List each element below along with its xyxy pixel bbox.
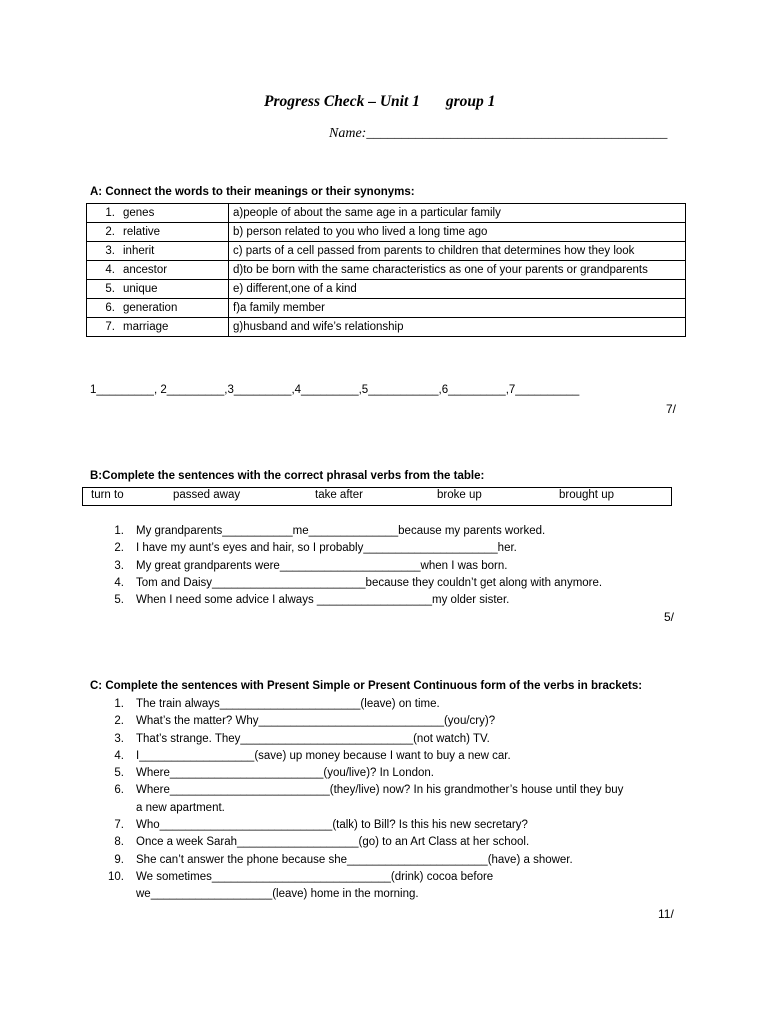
group-label: group 1	[445, 93, 496, 110]
matching-table	[86, 203, 686, 337]
table-row	[87, 261, 686, 280]
list-item: 4. I__________________(save) up money because I want to buy a new car.	[114, 749, 511, 762]
meaning-cell: f)a family member	[229, 299, 686, 318]
phrasal-verb: brought up	[559, 489, 614, 501]
section-c-list	[108, 696, 623, 904]
list-item: 3. That’s strange. They___________________________(not watch) TV.	[114, 732, 490, 745]
table-row	[87, 318, 686, 337]
name-field[interactable]: Name:___________________________________________	[329, 126, 668, 141]
list-item: 1. The train always______________________(leave) on time.	[114, 698, 440, 710]
score-a: 7/	[666, 402, 677, 416]
list-item: 8. Once a week Sarah___________________(go) to an Art Class at her school.	[114, 836, 530, 849]
meaning-cell: d)to be born with the same characteristics as one of your parents or grandparents	[229, 261, 686, 280]
word-cell: 6. generation	[87, 299, 229, 318]
list-item: 6. Where_________________________(they/live) now? In his grandmother’s house until they buy a new apartment.	[114, 784, 624, 814]
word-cell: 2. relative	[87, 223, 229, 242]
page-title	[264, 93, 495, 111]
phrasal-verb: passed away	[173, 489, 241, 501]
list-item: 1. My grandparents___________me______________because my parents worked.	[114, 525, 546, 537]
word-cell: 7. marriage	[87, 318, 229, 337]
list-item: 10. We sometimes____________________________(drink) cocoa before we___________________(leave) home in the morning.	[108, 870, 494, 901]
phrasal-verb: broke up	[437, 489, 482, 501]
list-item: 7. Who___________________________(talk) to Bill? Is this his new secretary?	[114, 819, 528, 832]
meaning-cell: e) different,one of a kind	[229, 280, 686, 299]
answer-line[interactable]: 1_________, 2_________,3_________,4_________,5___________,6_________,7__________	[90, 384, 580, 396]
meaning-cell: a)people of about the same age in a particular family	[229, 204, 686, 223]
list-item: 5. Where________________________(you/live)? In London.	[114, 767, 434, 780]
meaning-cell: g)husband and wife’s relationship	[229, 318, 686, 337]
score-b: 5/	[664, 610, 675, 624]
word-cell: 3. inherit	[87, 242, 229, 261]
meaning-cell: b) person related to you who lived a long time ago	[229, 223, 686, 242]
word-cell: 5. unique	[87, 280, 229, 299]
phrasal-verb: take after	[315, 489, 363, 501]
list-item: 5. When I need some advice I always __________________my older sister.	[114, 594, 510, 607]
table-row	[87, 204, 686, 223]
score-c: 11/	[658, 907, 674, 921]
phrasal-verb-table	[82, 487, 672, 506]
list-item: 9. She can’t answer the phone because she______________________(have) a shower.	[114, 853, 573, 866]
list-item: 3. My great grandparents were______________________when I was born.	[114, 559, 508, 572]
table-row	[87, 223, 686, 242]
list-item: 2. What’s the matter? Why_____________________________(you/cry)?	[114, 715, 496, 728]
table-row	[87, 280, 686, 299]
list-item: 2. I have my aunt’s eyes and hair, so I probably_____________________her.	[114, 542, 517, 555]
section-b-heading: B:Complete the sentences with the correct phrasal verbs from the table:	[90, 470, 485, 482]
title-text: Progress Check – Unit 1	[264, 93, 420, 110]
list-item: 4. Tom and Daisy________________________because they couldn’t get along with anymore.	[114, 576, 603, 589]
phrasal-verb: turn to	[91, 489, 124, 501]
table-row	[87, 299, 686, 318]
meaning-cell: c) parts of a cell passed from parents to children that determines how they look	[229, 242, 686, 261]
word-cell: 1. genes	[87, 204, 229, 223]
section-c-heading: C: Complete the sentences with Present Simple or Present Continuous form of the verbs in brackets:	[90, 680, 643, 692]
section-a-heading: A: Connect the words to their meanings or their synonyms:	[90, 186, 415, 198]
table-row	[87, 242, 686, 261]
section-b-list	[108, 523, 602, 609]
word-cell: 4. ancestor	[87, 261, 229, 280]
